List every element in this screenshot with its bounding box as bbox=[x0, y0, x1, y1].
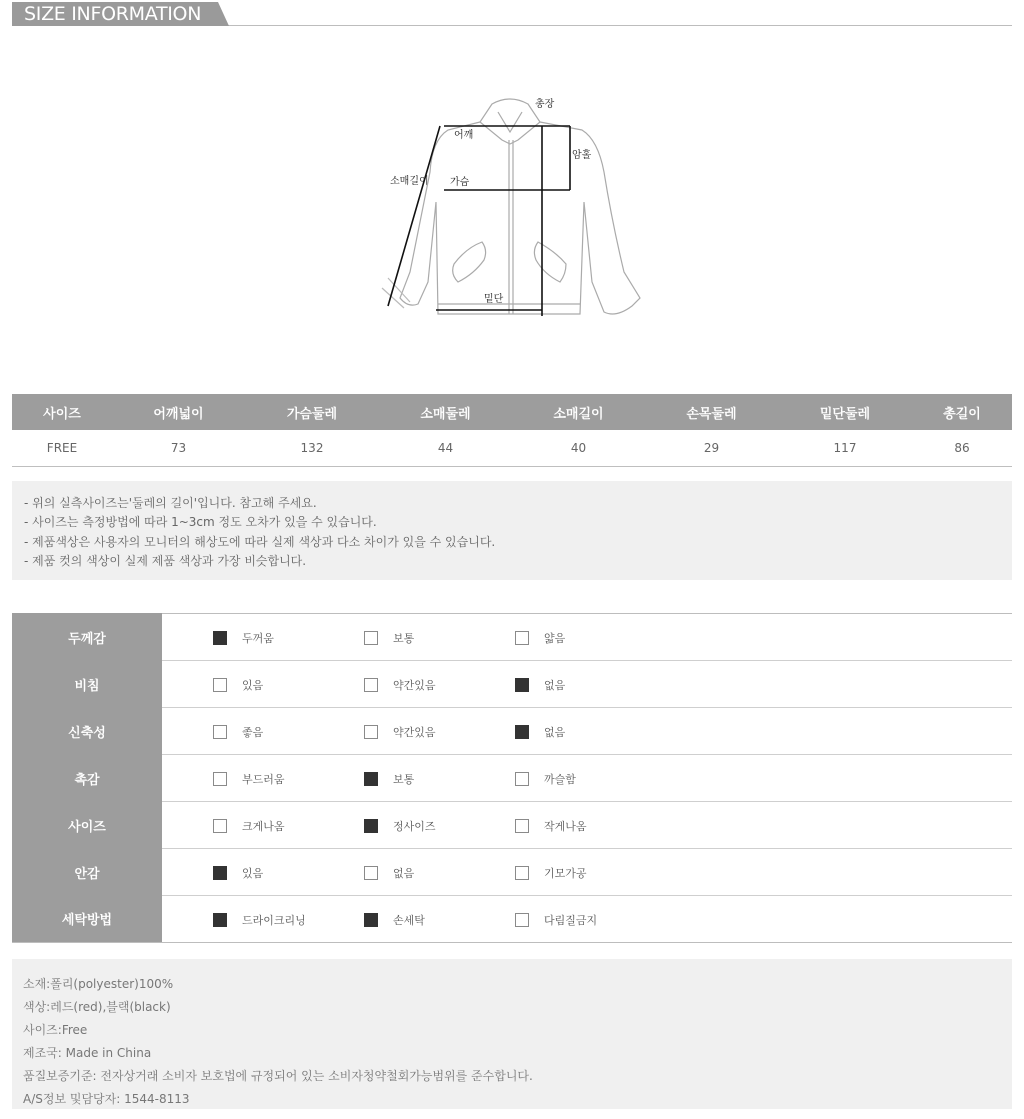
info-line: 소재:폴리(polyester)100% bbox=[23, 977, 174, 991]
attribute-option bbox=[515, 865, 587, 881]
attribute-option bbox=[213, 630, 274, 646]
col-header: 밑단둘레 bbox=[778, 394, 912, 430]
checked-box-icon bbox=[213, 913, 227, 927]
checked-box-icon bbox=[364, 772, 378, 786]
attribute-option-label: 있음 bbox=[242, 867, 264, 880]
unchecked-box-icon bbox=[364, 631, 378, 645]
unchecked-box-icon bbox=[515, 913, 529, 927]
attribute-row bbox=[12, 896, 1012, 943]
attribute-option bbox=[213, 818, 285, 834]
unchecked-box-icon bbox=[213, 819, 227, 833]
checked-box-icon bbox=[364, 819, 378, 833]
attribute-option-label: 약간있음 bbox=[393, 726, 436, 739]
unchecked-box-icon bbox=[213, 772, 227, 786]
info-line: 사이즈:Free bbox=[23, 1023, 88, 1037]
col-header: 어깨넓이 bbox=[112, 394, 245, 430]
info-line: A/S정보 및담당자: 1544-8113 bbox=[23, 1092, 190, 1106]
attribute-row bbox=[12, 849, 1012, 896]
page-title: SIZE INFORMATION bbox=[24, 3, 202, 25]
attribute-option-label: 작게나옴 bbox=[544, 820, 587, 833]
unchecked-box-icon bbox=[515, 631, 529, 645]
attribute-option bbox=[515, 724, 565, 740]
attribute-option bbox=[515, 630, 565, 646]
jacket-outline bbox=[382, 99, 640, 314]
col-header: 총길이 bbox=[912, 394, 1012, 430]
attribute-option-label: 약간있음 bbox=[393, 679, 436, 692]
note-line: - 제품색상은 사용자의 모니터의 해상도에 따라 실제 색상과 다소 차이가 있을 수 있습니다. bbox=[24, 534, 496, 549]
col-header: 가슴둘레 bbox=[245, 394, 379, 430]
col-header: 손목둘레 bbox=[645, 394, 778, 430]
attribute-option bbox=[213, 771, 285, 787]
attribute-row bbox=[12, 755, 1012, 802]
attribute-label: 세탁방법 bbox=[12, 895, 162, 942]
checked-box-icon bbox=[213, 631, 227, 645]
checked-box-icon bbox=[364, 913, 378, 927]
jacket-measurement-diagram bbox=[370, 92, 660, 322]
unchecked-box-icon bbox=[364, 725, 378, 739]
note-line: - 제품 컷의 색상이 실제 제품 색상과 가장 비슷합니다. bbox=[24, 553, 307, 568]
table-cell: 29 bbox=[645, 430, 778, 466]
attribute-option-label: 기모가공 bbox=[544, 867, 587, 880]
attribute-option bbox=[213, 865, 263, 881]
col-header: 소매둘레 bbox=[379, 394, 512, 430]
attribute-row bbox=[12, 708, 1012, 755]
info-line: 색상:레드(red),블랙(black) bbox=[23, 1000, 171, 1014]
attribute-option bbox=[213, 724, 263, 740]
product-info bbox=[12, 959, 1012, 1109]
label-chest: 가슴 bbox=[450, 177, 470, 188]
attribute-option-label: 정사이즈 bbox=[393, 820, 436, 833]
attribute-label: 신축성 bbox=[12, 707, 162, 755]
attribute-label: 안감 bbox=[12, 848, 162, 896]
table-cell: 117 bbox=[778, 430, 912, 466]
note-line: - 위의 실측사이즈는'둘레의 길이'입니다. 참고해 주세요. bbox=[24, 496, 317, 510]
col-header: 소매길이 bbox=[512, 394, 645, 430]
fabric-attribute-table bbox=[12, 613, 1012, 943]
attribute-option bbox=[364, 724, 436, 740]
unchecked-box-icon bbox=[515, 866, 529, 880]
attribute-option bbox=[364, 677, 436, 693]
unchecked-box-icon bbox=[515, 772, 529, 786]
attribute-label: 비침 bbox=[12, 660, 162, 708]
checked-box-icon bbox=[515, 678, 529, 692]
attribute-row bbox=[12, 802, 1012, 849]
table-cell: 73 bbox=[112, 430, 245, 466]
table-cell: 86 bbox=[912, 430, 1012, 466]
attribute-option-label: 없음 bbox=[393, 867, 415, 880]
attribute-option-label: 손세탁 bbox=[393, 914, 425, 927]
attribute-option bbox=[213, 677, 263, 693]
label-armhole: 암홀 bbox=[572, 150, 592, 161]
attribute-option-label: 보통 bbox=[393, 632, 415, 645]
attribute-option bbox=[364, 912, 425, 928]
table-cell: 132 bbox=[245, 430, 379, 466]
checked-box-icon bbox=[213, 866, 227, 880]
info-line: 제조국: Made in China bbox=[23, 1046, 152, 1060]
size-table-header bbox=[12, 394, 1012, 430]
attribute-option bbox=[515, 818, 587, 834]
attribute-option-label: 없음 bbox=[544, 726, 566, 739]
attribute-option-label: 있음 bbox=[242, 679, 264, 692]
attribute-option-label: 다림질금지 bbox=[544, 914, 598, 927]
unchecked-box-icon bbox=[213, 725, 227, 739]
info-line: 품질보증기준: 전자상거래 소비자 보호법에 규정되어 있는 소비자청약철회가능범위를 준수합니다. bbox=[23, 1069, 533, 1083]
attribute-option-label: 크게나옴 bbox=[242, 820, 285, 833]
attribute-option-label: 두꺼움 bbox=[242, 632, 274, 645]
table-cell: FREE bbox=[12, 430, 112, 466]
note-line: - 사이즈는 측정방법에 따라 1~3cm 정도 오차가 있을 수 있습니다. bbox=[24, 515, 377, 530]
sleeve-length-line bbox=[388, 126, 440, 306]
attribute-option-label: 드라이크리닝 bbox=[242, 914, 306, 927]
attribute-option bbox=[364, 771, 414, 787]
attribute-option bbox=[213, 912, 306, 928]
attribute-option bbox=[364, 630, 414, 646]
attribute-option-label: 보통 bbox=[393, 773, 415, 786]
attribute-option-label: 까슬함 bbox=[544, 773, 576, 786]
unchecked-box-icon bbox=[213, 678, 227, 692]
label-sleeve-length: 소매길이 bbox=[390, 176, 429, 187]
label-shoulder: 어깨 bbox=[454, 130, 474, 141]
attribute-option bbox=[364, 818, 436, 834]
attribute-option-label: 좋음 bbox=[242, 726, 264, 739]
unchecked-box-icon bbox=[515, 819, 529, 833]
attribute-option bbox=[364, 865, 414, 881]
col-header: 사이즈 bbox=[12, 394, 112, 430]
attribute-label: 촉감 bbox=[12, 754, 162, 802]
size-table bbox=[12, 394, 1012, 467]
attribute-option-label: 얇음 bbox=[544, 632, 566, 645]
checked-box-icon bbox=[515, 725, 529, 739]
attribute-label: 두께감 bbox=[12, 613, 162, 661]
attribute-option-label: 없음 bbox=[544, 679, 566, 692]
table-cell: 44 bbox=[379, 430, 512, 466]
attribute-row bbox=[12, 614, 1012, 661]
label-total-length: 총장 bbox=[535, 99, 555, 110]
table-cell: 40 bbox=[512, 430, 645, 466]
attribute-option bbox=[515, 677, 565, 693]
attribute-option bbox=[515, 912, 597, 928]
attribute-label: 사이즈 bbox=[12, 801, 162, 849]
unchecked-box-icon bbox=[364, 678, 378, 692]
attribute-option-label: 부드러움 bbox=[242, 773, 285, 786]
table-row bbox=[12, 430, 1012, 466]
unchecked-box-icon bbox=[364, 866, 378, 880]
size-notes bbox=[12, 481, 1012, 580]
attribute-row bbox=[12, 661, 1012, 708]
label-hem: 밑단 bbox=[484, 294, 504, 305]
measurement-lines bbox=[388, 126, 570, 316]
attribute-option bbox=[515, 771, 576, 787]
